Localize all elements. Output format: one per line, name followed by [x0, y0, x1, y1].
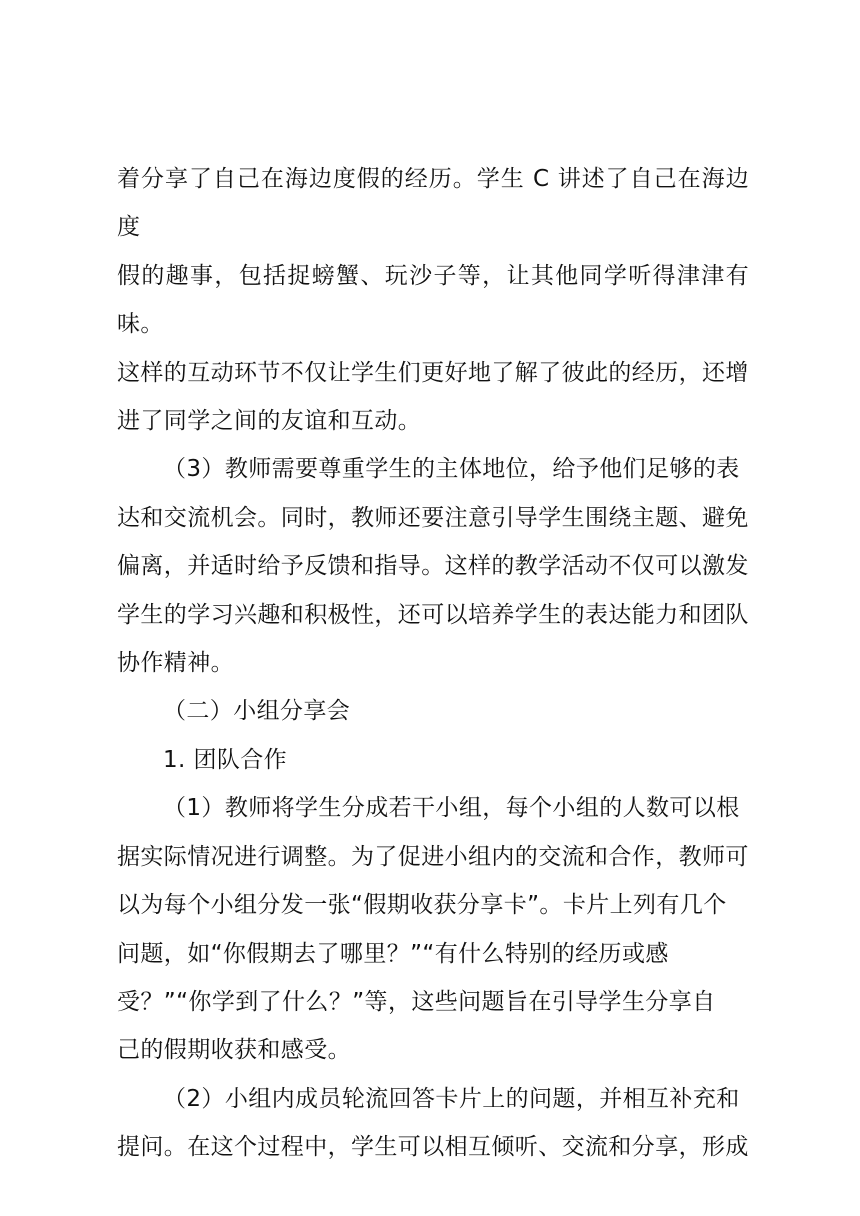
section-heading: （二）小组分享会	[163, 698, 351, 725]
text-line: （1）教师将学生分成若干小组，每个小组的人数可以根	[163, 795, 740, 822]
text-line: 受？”“你学到了什么？”等，这些问题旨在引导学生分享自	[117, 988, 716, 1015]
text-line: 以为每个小组分发一张“假期收获分享卡”。卡片上列有几个	[117, 892, 727, 919]
paragraph-3	[117, 445, 749, 687]
text-line: 学生的学习兴趣和积极性，还可以培养学生的表达能力和团队	[117, 601, 749, 628]
text-line: 假的趣事，包括捉螃蟹、玩沙子等，让其他同学听得津津有味。	[117, 262, 749, 338]
text-line: 偏离，并适时给予反馈和指导。这样的教学活动不仅可以激发	[117, 553, 749, 580]
text-line: 这样的互动环节不仅让学生们更好地了解了彼此的经历，还增	[117, 359, 749, 386]
document-body	[117, 155, 749, 1172]
text-line: 达和交流机会。同时，教师还要注意引导学生围绕主题、避免	[117, 504, 749, 531]
paragraph-1	[117, 784, 749, 1074]
text-line: （2）小组内成员轮流回答卡片上的问题，并相互补充和	[163, 1085, 740, 1112]
paragraph-continued	[117, 155, 749, 445]
text-line: 己的假期收获和感受。	[117, 1037, 351, 1064]
text-line: 据实际情况进行调整。为了促进小组内的交流和合作，教师可	[117, 843, 749, 870]
text-line: 协作精神。	[117, 650, 234, 677]
text-line: （3）教师需要尊重学生的主体地位，给予他们足够的表	[163, 456, 740, 483]
text-line: 进了同学之间的友谊和互动。	[117, 408, 422, 435]
text-line: 提问。在这个过程中，学生可以相互倾听、交流和分享，形成	[117, 1134, 749, 1161]
text-line: 着分享了自己在海边度假的经历。学生 C 讲述了自己在海边度	[117, 166, 749, 241]
paragraph-2	[117, 1075, 749, 1172]
text-line: 问题，如“你假期去了哪里？”“有什么特别的经历或感	[117, 940, 669, 967]
subsection-heading: 1. 团队合作	[163, 746, 288, 773]
